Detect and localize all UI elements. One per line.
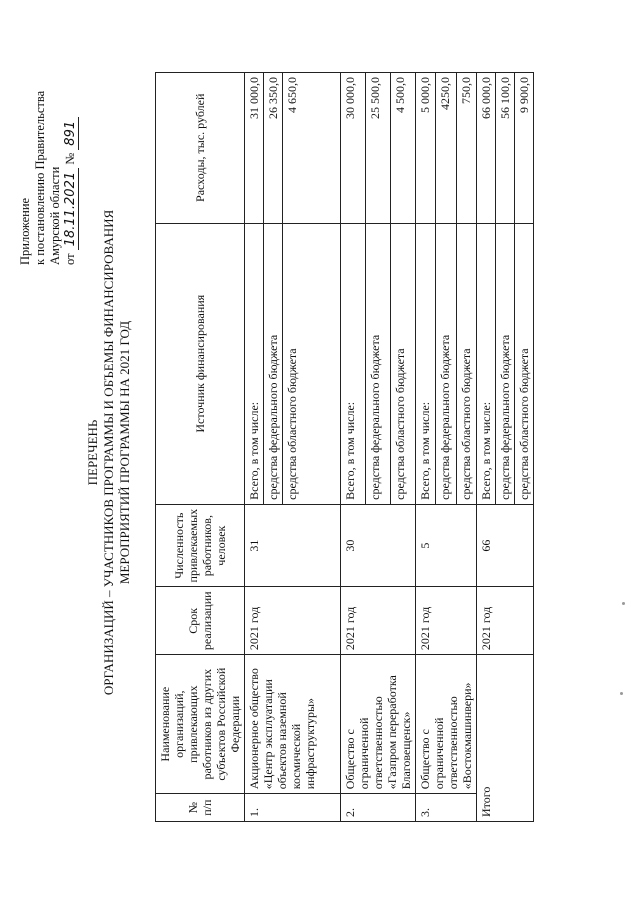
appendix-block: [18, 15, 79, 265]
row-org: Общество с ограниченной ответственностью «Газпром переработка Благовещенск»: [341, 655, 416, 794]
scan-speck: [620, 692, 623, 695]
row-source-regional: средства областного бюджета: [456, 223, 476, 504]
row-org: Акционерное общество «Центр эксплуатации объектов наземной космической инфраструктуры»: [245, 655, 341, 794]
total-value-regional: 9 900,0: [515, 73, 534, 224]
row-value-regional: 750,0: [456, 73, 476, 224]
table-row: [341, 73, 366, 822]
row-workers: 30: [341, 504, 416, 587]
total-workers: 66: [477, 504, 534, 587]
appendix-line-2: к постановлению Правительства: [33, 90, 47, 265]
total-label: Итого: [477, 655, 534, 822]
participants-table: [155, 72, 534, 822]
header-num: № п/п: [156, 794, 245, 822]
total-source-federal: средства федерального бюджета: [496, 223, 515, 504]
number-value: 891: [63, 117, 79, 150]
row-value-federal: 4250,0: [436, 73, 456, 224]
table-row: [245, 73, 264, 822]
appendix-line-3: Амурской области: [48, 166, 62, 265]
header-expense: Расходы, тыс. рублей: [156, 73, 245, 224]
row-source-federal: средства федерального бюджета: [264, 223, 283, 504]
row-value-federal: 26 350,0: [264, 73, 283, 224]
row-term: 2021 год: [416, 587, 477, 655]
row-source-federal: средства федерального бюджета: [366, 223, 391, 504]
row-workers: 5: [416, 504, 477, 587]
total-value-total: 66 000,0: [477, 73, 496, 224]
total-value-federal: 56 100,0: [496, 73, 515, 224]
total-term: 2021 год: [477, 587, 534, 655]
row-source-federal: средства федерального бюджета: [436, 223, 456, 504]
header-source: Источник финансирования: [156, 223, 245, 504]
row-value-federal: 25 500,0: [366, 73, 391, 224]
row-num: 3.: [416, 794, 477, 822]
row-value-total: 30 000,0: [341, 73, 366, 224]
row-num: 1.: [245, 794, 341, 822]
table-header-row: [156, 73, 245, 822]
row-value-total: 31 000,0: [245, 73, 264, 224]
title-line-1: ПЕРЕЧЕНЬ: [85, 419, 100, 486]
number-prefix: №: [63, 152, 77, 165]
row-value-regional: 4 650,0: [283, 73, 341, 224]
scan-speck: [622, 602, 625, 605]
row-source-regional: средства областного бюджета: [283, 223, 341, 504]
row-source-total: Всего, в том числе:: [341, 223, 366, 504]
date-value: 18.11.2021: [63, 168, 79, 250]
header-workers: Численность привлекаемых работников, человек: [156, 504, 245, 587]
row-term: 2021 год: [245, 587, 341, 655]
row-value-regional: 4 500,0: [391, 73, 416, 224]
row-source-total: Всего, в том числе:: [416, 223, 436, 504]
title-line-2: ОРГАНИЗАЦИЙ – УЧАСТНИКОВ ПРОГРАММЫ И ОБЪЕМЫ ФИНАНСИРОВАНИЯ: [101, 209, 116, 696]
row-source-total: Всего, в том числе:: [245, 223, 264, 504]
header-org: Наименование организаций, привлекающих работников из других субъектов Российской Федерации: [156, 655, 245, 794]
title-line-3: МЕРОПРИЯТИЙ ПРОГРАММЫ НА 2021 ГОД: [117, 320, 132, 585]
row-workers: 31: [245, 504, 341, 587]
row-term: 2021 год: [341, 587, 416, 655]
date-prefix: от: [63, 253, 77, 265]
appendix-date-line: [63, 15, 79, 265]
table-row-total: [477, 73, 496, 822]
row-source-regional: средства областного бюджета: [391, 223, 416, 504]
row-num: 2.: [341, 794, 416, 822]
row-org: Общество с ограниченной ответственностью «Востокмашинвери»: [416, 655, 477, 794]
row-value-total: 5 000,0: [416, 73, 436, 224]
table-row: [416, 73, 436, 822]
appendix-line-1: Приложение: [18, 197, 32, 265]
total-source-total: Всего, в том числе:: [477, 223, 496, 504]
total-source-regional: средства областного бюджета: [515, 223, 534, 504]
header-term: Срок реализации: [156, 587, 245, 655]
